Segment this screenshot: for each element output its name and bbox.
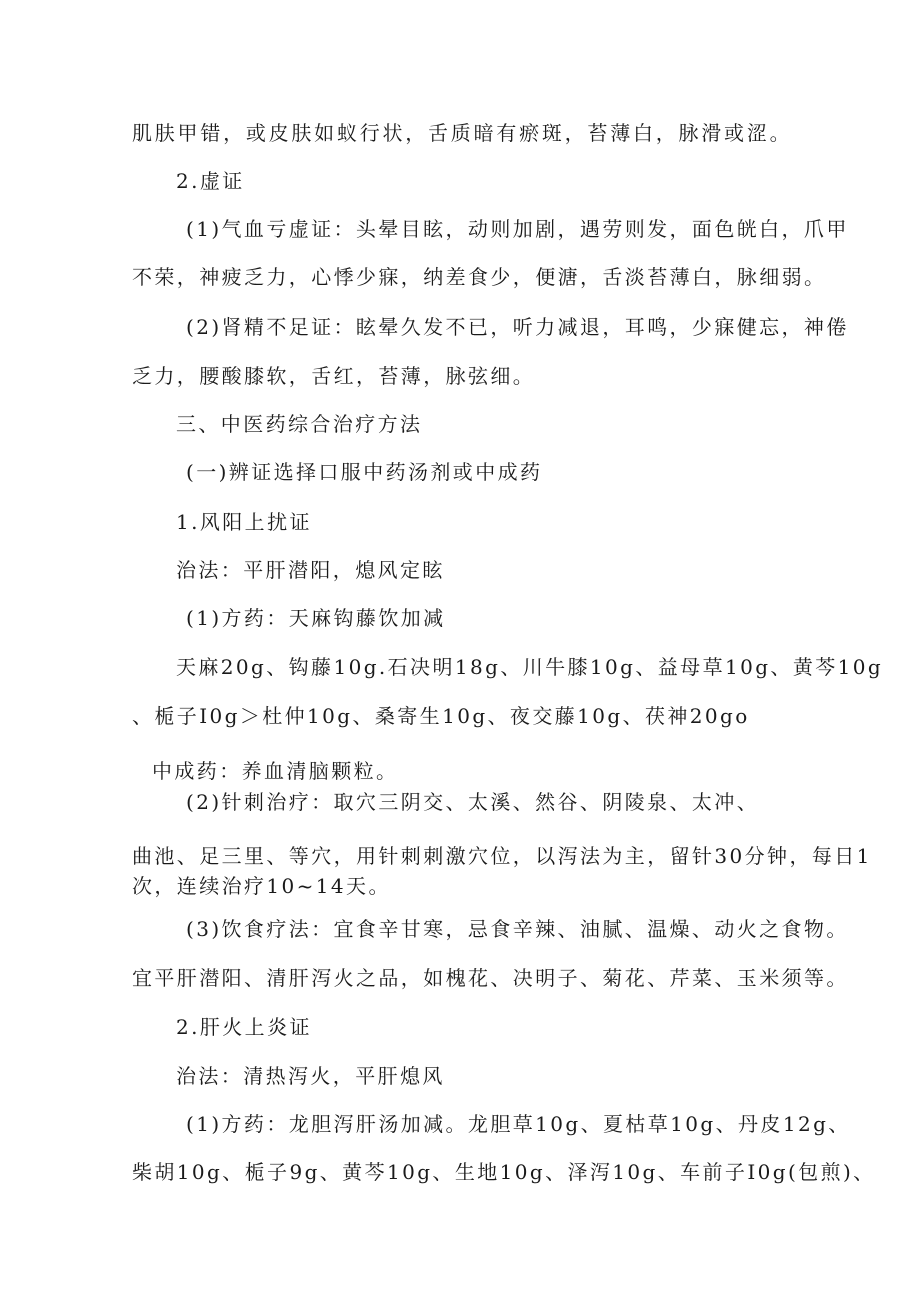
text-line: (1)方药：龙胆泻肝汤加减。龙胆草10g、夏枯草10g、丹皮12g、 — [186, 1112, 851, 1136]
text-line: 曲池、足三里、等穴，用针刺刺激穴位，以泻法为主，留针30分钟，每日1 — [132, 844, 872, 868]
text-line: 乏力，腰酸膝软，舌红，苔薄，脉弦细。 — [132, 364, 536, 388]
text-line: 天麻20g、钩藤10g.石决明18g、川牛膝10g、益母草10g、黄芩10g — [176, 655, 884, 679]
text-line: (2)肾精不足证：眩晕久发不已，听力减退，耳鸣，少寐健忘，神倦 — [186, 315, 849, 339]
text-line: (2)针刺治疗：取穴三阴交、太溪、然谷、阴陵泉、太冲、 — [186, 790, 760, 814]
text-line: 次，连续治疗10~14天。 — [132, 874, 391, 898]
text-line: (3)饮食疗法：宜食辛甘寒，忌食辛辣、油腻、温燥、动火之食物。 — [186, 917, 849, 941]
section-heading: 2.肝火上炎证 — [176, 1015, 312, 1039]
text-line: 治法：清热泻火，平肝熄风 — [176, 1064, 445, 1088]
text-line: 柴胡10g、栀子9g、黄芩10g、生地10g、泽泻10g、车前子I0g(包煎)、 — [132, 1160, 876, 1184]
text-line: 、栀子I0g＞杜仲10g、桑寄生10g、夜交藤10g、茯神20go — [132, 704, 750, 728]
text-line: 肌肤甲错，或皮肤如蚁行状，舌质暗有瘀斑，苔薄白，脉滑或涩。 — [132, 121, 792, 145]
text-line: 中成药：养血清脑颗粒。 — [152, 759, 399, 783]
text-line: 宜平肝潜阳、清肝泻火之品，如槐花、决明子、菊花、芹菜、玉米须等。 — [132, 966, 849, 990]
text-line: 不荣，神疲乏力，心悸少寐，纳差食少，便溏，舌淡苔薄白，脉细弱。 — [132, 265, 827, 289]
section-heading: (一)辨证选择口服中药汤剂或中成药 — [186, 460, 543, 484]
text-line: (1)气血亏虚证：头晕目眩，动则加剧，遇劳则发，面色㿠白，爪甲 — [186, 217, 849, 241]
text-line: (1)方药：天麻钩藤饮加减 — [186, 606, 446, 630]
section-heading: 2.虚证 — [176, 169, 245, 193]
section-heading: 1.风阳上扰证 — [176, 510, 312, 534]
section-heading: 三、中医药综合治疗方法 — [176, 412, 423, 436]
text-line: 治法：平肝潜阳，熄风定眩 — [176, 558, 445, 582]
